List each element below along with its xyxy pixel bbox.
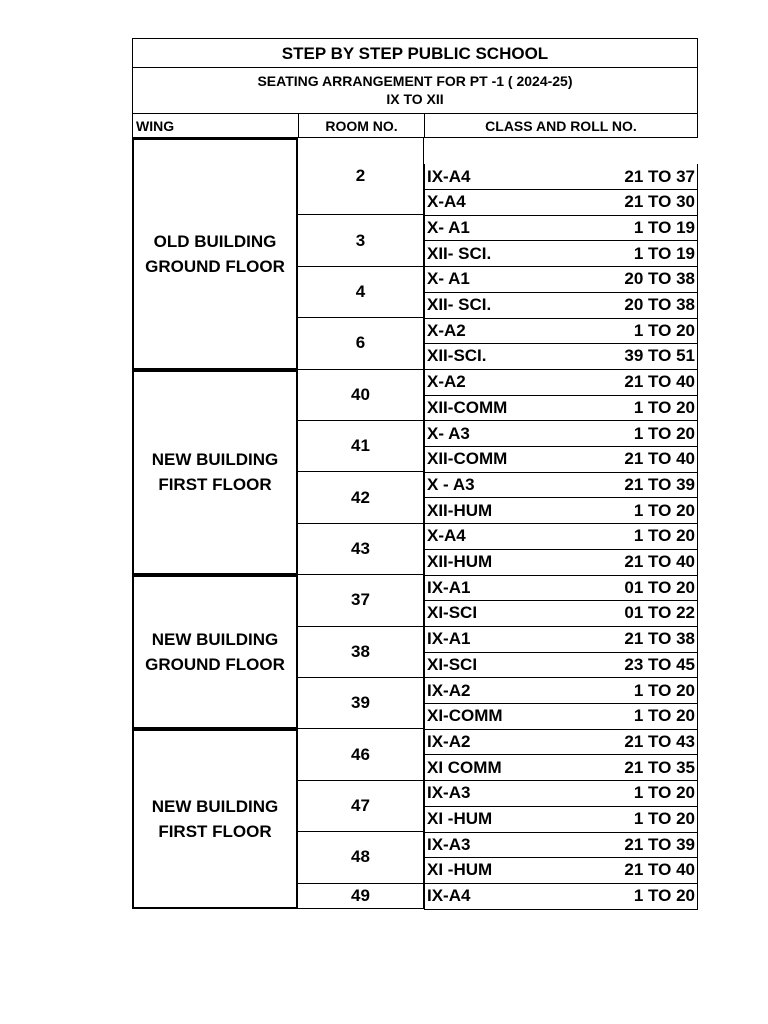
class-name: IX-A4: [427, 166, 471, 186]
wing-building: NEW BUILDING: [151, 797, 279, 817]
class-roll-row: [424, 550, 698, 576]
school-title: STEP BY STEP PUBLIC SCHOOL: [132, 38, 698, 68]
class-name: IX-A1: [427, 629, 471, 649]
class-name: X - A3: [427, 474, 475, 494]
wing-building: NEW BUILDING: [151, 450, 279, 470]
roll-range: 20 TO 38: [624, 295, 695, 314]
roll-range: 21 TO 30: [624, 192, 695, 212]
class-name: X- A1: [427, 269, 470, 289]
class-name: XII-HUM: [427, 500, 493, 520]
room-number: 4: [298, 267, 424, 318]
wing-label: [132, 138, 298, 370]
class-roll-row: [424, 704, 698, 730]
class-roll-row: [424, 293, 698, 319]
wing-building: OLD BUILDING: [153, 231, 277, 251]
class-roll-row: [424, 807, 698, 833]
class-roll-row: [424, 832, 698, 858]
class-roll-row: [424, 215, 698, 241]
wing-floor: FIRST FLOOR: [158, 475, 272, 495]
class-name: XI COMM: [427, 757, 502, 777]
subtitle-line-1: SEATING ARRANGEMENT FOR PT -1 ( 2024-25): [257, 73, 573, 89]
roll-range: 21 TO 35: [624, 757, 695, 777]
class-roll-row: [424, 472, 698, 498]
wing-building: NEW BUILDING: [151, 630, 279, 650]
wing-floor: GROUND FLOOR: [145, 655, 285, 675]
roll-range: 1 TO 20: [633, 397, 695, 417]
class-name: IX-A3: [427, 783, 471, 803]
class-name: IX-A3: [427, 834, 471, 854]
roll-range: 1 TO 20: [633, 680, 695, 700]
roll-range: 21 TO 40: [624, 552, 695, 571]
sheet-subtitle: [132, 68, 698, 114]
column-header-row: [132, 114, 698, 138]
class-roll-row: [424, 524, 698, 550]
class-roll-row: [424, 627, 698, 653]
roll-range: 01 TO 20: [624, 577, 695, 597]
class-roll-row: [424, 498, 698, 524]
class-name: IX-A1: [427, 577, 471, 597]
room-number: 43: [298, 524, 424, 575]
room-number: 2: [298, 138, 424, 215]
roll-range: 21 TO 40: [624, 449, 695, 469]
roll-range: 21 TO 40: [624, 860, 695, 880]
class-name: IX-A2: [427, 680, 471, 700]
column-header-wing: WING: [133, 114, 299, 137]
class-name: XII- SCI.: [427, 295, 492, 314]
class-roll-row: [424, 858, 698, 884]
room-number: 46: [298, 729, 424, 780]
wing-floor: FIRST FLOOR: [158, 822, 272, 842]
class-name: X- A1: [427, 217, 470, 237]
class-roll-row: [424, 729, 698, 755]
class-roll-row: [424, 601, 698, 627]
room-number: 41: [298, 421, 424, 472]
roll-range: 1 TO 19: [633, 243, 695, 263]
class-name: XI-SCI: [427, 603, 478, 623]
class-roll-row: [424, 395, 698, 421]
room-number: 6: [298, 318, 424, 369]
room-number: 37: [298, 575, 424, 626]
room-number: 38: [298, 627, 424, 678]
roll-range: 1 TO 20: [633, 526, 695, 546]
wing-label: [132, 729, 298, 909]
class-name: XII- SCI.: [427, 243, 492, 263]
class-roll-row: [424, 344, 698, 370]
subtitle-line-2: IX TO XII: [386, 91, 444, 107]
class-roll-row: [424, 755, 698, 781]
class-roll-row: [424, 164, 698, 190]
class-name: X-A2: [427, 320, 466, 340]
class-roll-row: [424, 421, 698, 447]
roll-range: 23 TO 45: [624, 654, 695, 674]
class-roll-row: [424, 447, 698, 473]
roll-range: 1 TO 20: [633, 320, 695, 340]
roll-range: 01 TO 22: [624, 603, 695, 623]
room-number: 48: [298, 832, 424, 883]
class-roll-row: [424, 575, 698, 601]
roll-range: 39 TO 51: [624, 346, 695, 366]
class-roll-row: [424, 370, 698, 396]
seating-sheet: [132, 38, 698, 909]
class-name: XI -HUM: [427, 860, 493, 880]
roll-range: 21 TO 39: [624, 474, 695, 494]
roll-range: 1 TO 20: [633, 500, 695, 520]
room-number: 49: [298, 884, 424, 910]
class-roll-row: [424, 781, 698, 807]
class-roll-row: [424, 241, 698, 267]
class-name: X- A3: [427, 423, 470, 443]
roll-range: 21 TO 37: [624, 166, 695, 186]
class-roll-row: [424, 678, 698, 704]
roll-range: 21 TO 38: [624, 629, 695, 649]
wing-label: [132, 370, 298, 576]
roll-range: 21 TO 43: [624, 731, 695, 751]
class-roll-row: [424, 267, 698, 293]
class-name: XII-COMM: [427, 397, 508, 417]
roll-range: 20 TO 38: [624, 269, 695, 289]
column-header-room: ROOM NO.: [299, 114, 425, 137]
class-roll-row: [424, 318, 698, 344]
roll-range: 1 TO 19: [633, 217, 695, 237]
class-name: XII-SCI.: [427, 346, 487, 366]
seating-table-body: [132, 138, 698, 909]
class-name: XII-HUM: [427, 552, 493, 571]
room-number: 42: [298, 472, 424, 523]
roll-range: 1 TO 20: [633, 783, 695, 803]
class-name: XI-SCI: [427, 654, 478, 674]
class-name: XII-COMM: [427, 449, 508, 469]
roll-range: 1 TO 20: [633, 423, 695, 443]
class-name: X-A4: [427, 192, 466, 212]
room-number: 39: [298, 678, 424, 729]
class-roll-row: [424, 190, 698, 216]
class-name: XI -HUM: [427, 809, 493, 828]
class-roll-row: [424, 884, 698, 910]
room-number: 47: [298, 781, 424, 832]
class-name: XI-COMM: [427, 706, 503, 726]
wing-label: [132, 575, 298, 729]
roll-range: 1 TO 20: [633, 809, 695, 828]
class-name: IX-A4: [427, 886, 471, 906]
roll-range: 21 TO 39: [624, 834, 695, 854]
column-header-class: CLASS AND ROLL NO.: [485, 118, 637, 134]
roll-range: 1 TO 20: [633, 706, 695, 726]
wing-floor: GROUND FLOOR: [145, 256, 285, 276]
room-number: 3: [298, 215, 424, 266]
roll-range: 21 TO 40: [624, 372, 695, 392]
room-number: 40: [298, 370, 424, 421]
roll-range: 1 TO 20: [633, 886, 695, 906]
class-name: X-A2: [427, 372, 466, 392]
class-name: X-A4: [427, 526, 466, 546]
class-roll-row: [424, 652, 698, 678]
class-name: IX-A2: [427, 731, 471, 751]
